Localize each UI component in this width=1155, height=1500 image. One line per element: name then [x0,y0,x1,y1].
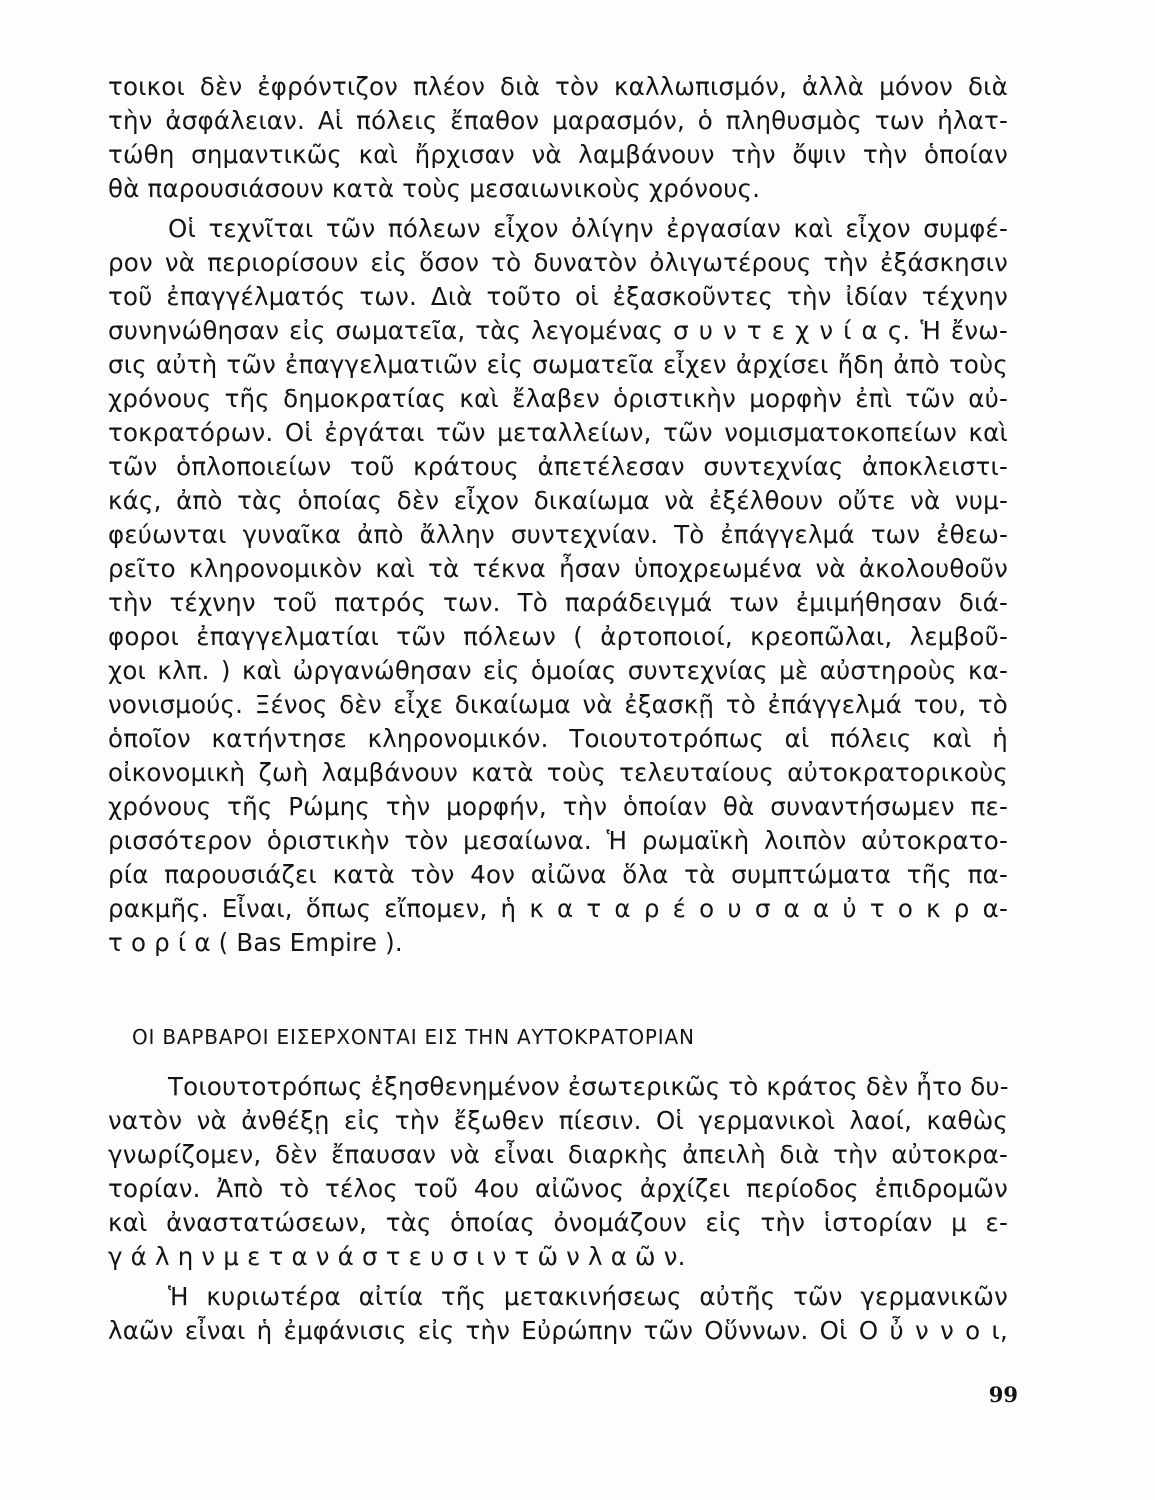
text-line: ρεῖτο κληρονομικὸν καὶ τὰ τέκνα ἦσαν ὑποχρεωμένα νὰ ἀκολουθοῦν [108,554,1008,583]
text-line: γνωρίζομεν, δὲν ἔπαυσαν νὰ εἶναι διαρκὴς ἀπειλὴ διὰ τὴν αὐτοκρα- [108,1140,1008,1169]
text-line: σις αὐτὴ τῶν ἐπαγγελματιῶν εἰς σωματεῖα εἶχεν ἀρχίσει ἤδη ἀπὸ τοὺς [108,350,1008,379]
text-line: τώθη σημαντικῶς καὶ ἤρχισαν νὰ λαμβάνουν τὴν ὄψιν τὴν ὁποίαν [108,140,1008,169]
text-line: τοικοι δὲν ἐφρόντιζον πλέον διὰ τὸν καλλωπισμόν, ἀλλὰ μόνον διὰ [108,72,1008,101]
text-line: ρον νὰ περιορίσουν εἰς ὅσον τὸ δυνατὸν ὀλιγωτέρους τὴν ἐξάσκησιν [108,248,1008,277]
text-line: γ ά λ η ν μ ε τ α ν ά σ τ ε υ σ ι ν τ ῶ ν λ α ῶ ν. [108,1242,686,1271]
text-line: τὴν ἀσφάλειαν. Αἱ πόλεις ἔπαθον μαρασμόν, ὁ πληθυσμὸς των ἠλατ- [108,106,1008,135]
text-line: Οἱ τεχνῖται τῶν πόλεων εἶχον ὀλίγην ἐργασίαν καὶ εἶχον συμφέ- [168,214,1008,243]
text-line: τ ο ρ ί α ( Bas Empire ). [108,928,403,957]
text-line: χοι κλπ. ) καὶ ὠργανώθησαν εἰς ὁμοίας συντεχνίας μὲ αὐστηροὺς κα- [108,656,1008,685]
text-line: τῶν ὁπλοποιείων τοῦ κράτους ἀπετέλεσαν συντεχνίας ἀποκλειστι- [108,452,1008,481]
text-line: Ἡ κυριωτέρα αἰτία τῆς μετακινήσεως αὐτῆς τῶν γερμανικῶν [168,1282,1008,1311]
text-line: τοῦ ἐπαγγέλματός των. Διὰ τοῦτο οἱ ἐξασκοῦντες τὴν ἰδίαν τέχνην [108,282,1008,311]
text-line: φεύωνται γυναῖκα ἀπὸ ἄλλην συντεχνίαν. Τὸ ἐπάγγελμά των ἐθεω- [108,520,1008,549]
text-line: κάς, ἀπὸ τὰς ὁποίας δὲν εἶχον δικαίωμα νὰ ἐξέλθουν οὔτε νὰ νυμ- [108,486,1008,515]
text-line: τοκρατόρων. Οἱ ἐργάται τῶν μεταλλείων, τῶν νομισματοκοπείων καὶ [108,418,1008,447]
text-line: θὰ παρουσιάσουν κατὰ τοὺς μεσαιωνικοὺς χρόνους. [108,174,761,203]
text-line: νατὸν νὰ ἀνθέξῃ εἰς τὴν ἔξωθεν πίεσιν. Οἱ γερμανικοὶ λαοί, καθὼς [108,1106,1008,1135]
text-line: νονισμούς. Ξένος δὲν εἶχε δικαίωμα νὰ ἐξασκῇ τὸ ἐπάγγελμά του, τὸ [108,690,1008,719]
text-line: Τοιουτοτρόπως ἐξησθενημένον ἐσωτερικῶς τὸ κράτος δὲν ἦτο δυ- [168,1072,1009,1101]
section-heading: ΟΙ ΒΑΡΒΑΡΟΙ ΕΙΣΕΡΧΟΝΤΑΙ ΕΙΣ ΤΗΝ ΑΥΤΟΚΡΑΤΟΡΙΑΝ [132,1025,695,1049]
text-line: τορίαν. Ἀπὸ τὸ τέλος τοῦ 4ου αἰῶνος ἀρχίζει περίοδος ἐπιδρομῶν [108,1174,1008,1203]
text-line: ρισσότερον ὁριστικὴν τὸν μεσαίωνα. Ἡ ρωμαϊκὴ λοιπὸν αὐτοκρατο- [108,826,1008,855]
text-line: λαῶν εἶναι ἡ ἐμφάνισις εἰς τὴν Εὐρώπην τῶν Οὕννων. Οἱ Ο ὖ ν ν ο ι, [108,1316,1008,1345]
text-line: καὶ ἀναστατώσεων, τὰς ὁποίας ὀνομάζουν εἰς τὴν ἱστορίαν μ ε- [108,1208,1008,1237]
page-number: 99 [988,1382,1018,1407]
text-line: οἰκονομικὴ ζωὴ λαμβάνουν κατὰ τοὺς τελευταίους αὐτοκρατορικοὺς [108,758,1008,787]
text-line: ρακμῆς. Εἶναι, ὅπως εἴπομεν, ἡ κ α τ α ρ έ ο υ σ α α ὐ τ ο κ ρ α- [108,894,1008,923]
text-line: ρία παρουσιάζει κατὰ τὸν 4ον αἰῶνα ὅλα τὰ συμπτώματα τῆς πα- [108,860,1008,889]
text-line: τὴν τέχνην τοῦ πατρός των. Τὸ παράδειγμά των ἐμιμήθησαν διά- [108,588,1008,617]
text-line: φοροι ἐπαγγελματίαι τῶν πόλεων ( ἀρτοποιοί, κρεοπῶλαι, λεμβοῦ- [108,622,1008,651]
text-line: ὁποῖον κατήντησε κληρονομικόν. Τοιουτοτρόπως αἱ πόλεις καὶ ἡ [108,724,1008,753]
text-line: χρόνους τῆς δημοκρατίας καὶ ἔλαβεν ὁριστικὴν μορφὴν ἐπὶ τῶν αὐ- [108,384,1008,413]
text-line: συνηνώθησαν εἰς σωματεῖα, τὰς λεγομένας σ υ ν τ ε χ ν ί α ς. Ἡ ἔνω- [108,316,1008,345]
text-line: χρόνους τῆς Ρώμης τὴν μορφήν, τὴν ὁποίαν θὰ συναντήσωμεν πε- [108,792,1008,821]
